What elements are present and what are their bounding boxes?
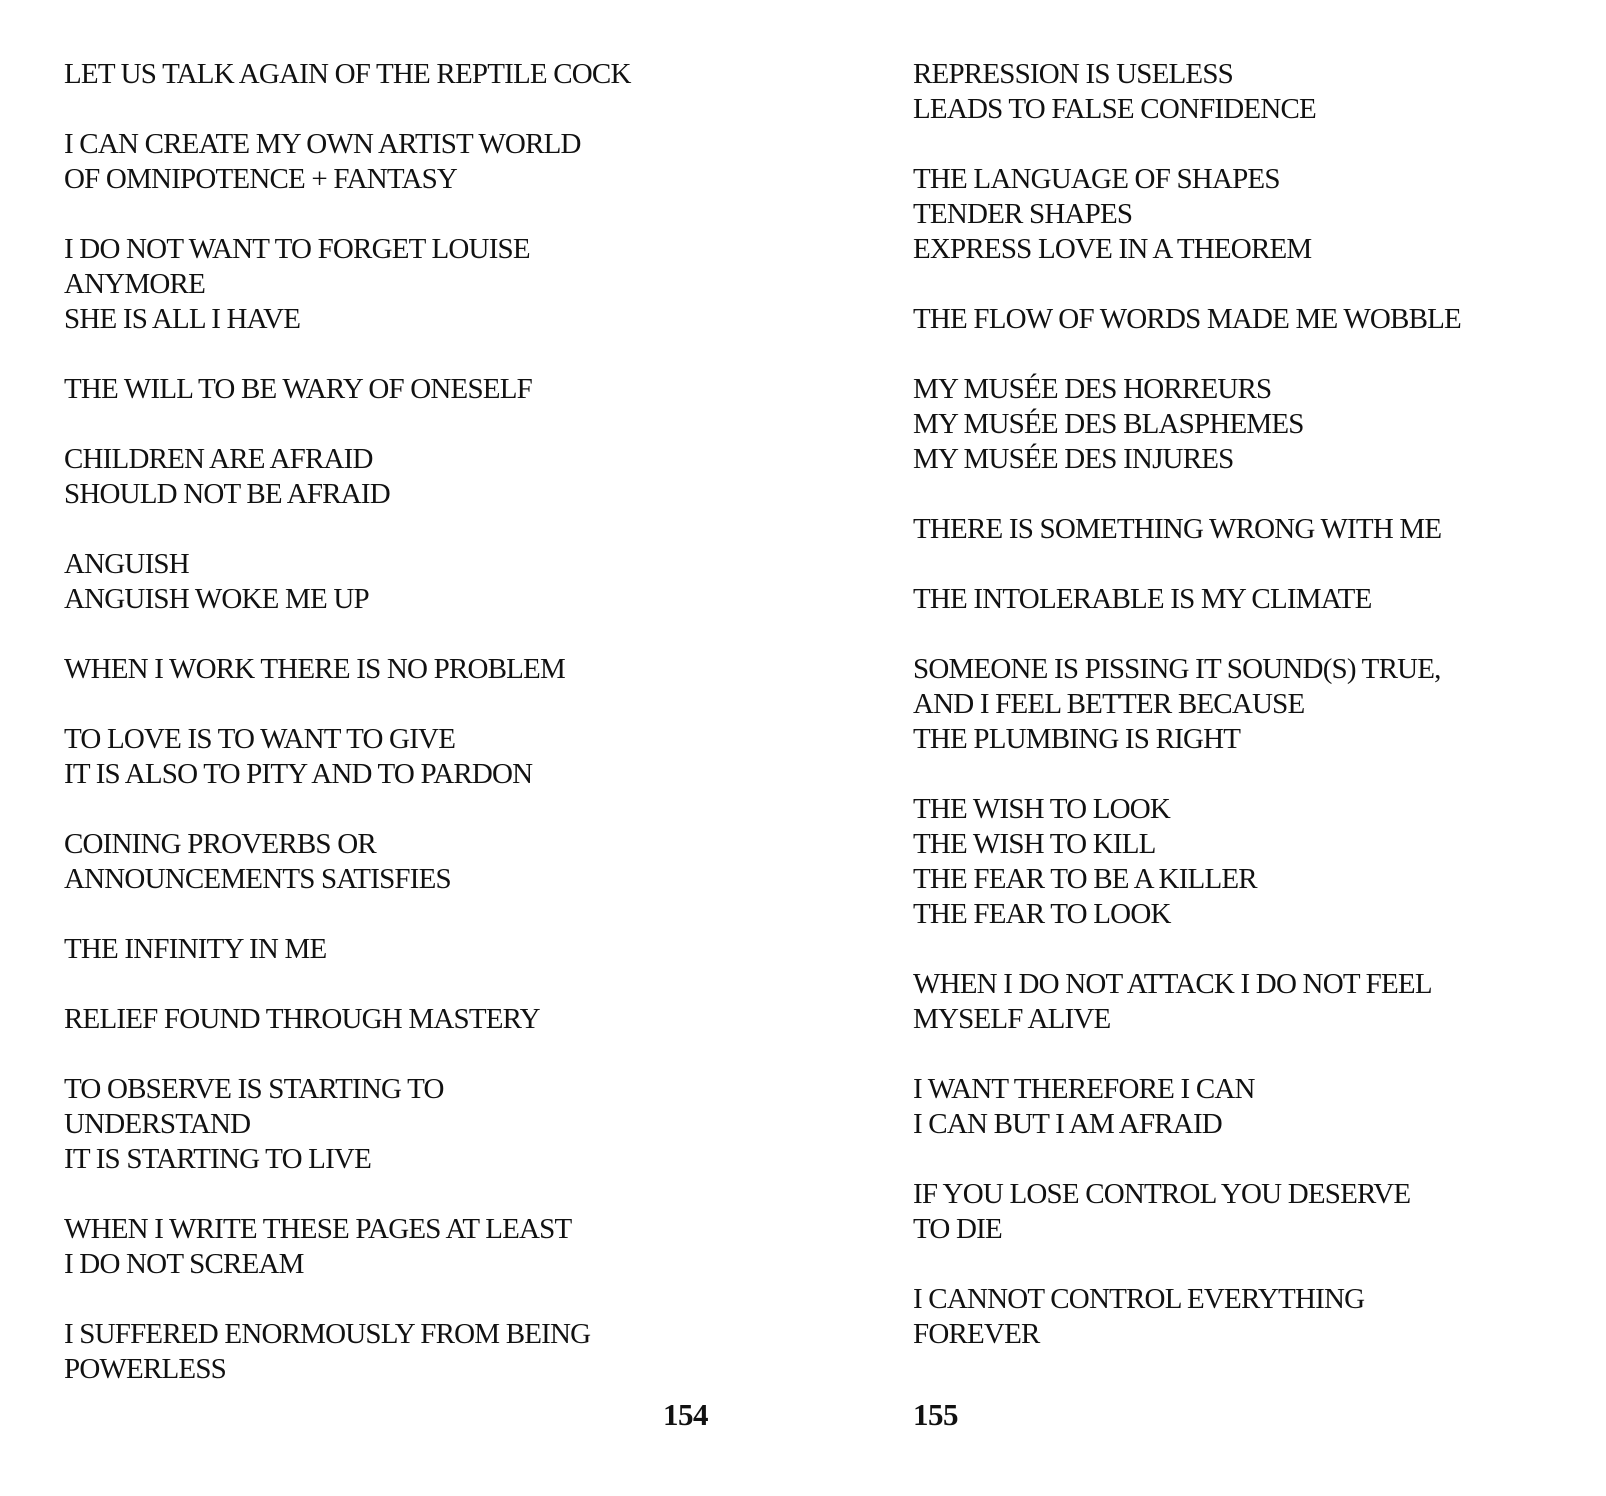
stanza	[913, 512, 1603, 547]
text-line: I WANT THEREFORE I CAN	[913, 1073, 1255, 1105]
text-line: THE INTOLERABLE IS MY CLIMATE	[913, 583, 1372, 615]
stanza	[913, 652, 1603, 757]
text-line: COINING PROVERBS OR	[64, 828, 376, 860]
stanza	[64, 57, 764, 92]
text-line: I DO NOT WANT TO FORGET LOUISE	[64, 233, 530, 265]
text-line: IF YOU LOSE CONTROL YOU DESERVE	[913, 1178, 1411, 1210]
text-line: WHEN I WORK THERE IS NO PROBLEM	[64, 653, 565, 685]
stanza	[64, 1212, 764, 1282]
stanza	[913, 967, 1603, 1037]
stanza	[913, 1282, 1603, 1352]
text-line: TENDER SHAPES	[913, 198, 1133, 230]
stanza	[64, 442, 764, 512]
text-line: UNDERSTAND	[64, 1108, 251, 1140]
text-line: MY MUSÉE DES BLASPHEMES	[913, 408, 1304, 440]
text-line: CHILDREN ARE AFRAID	[64, 443, 373, 475]
page-number-right: 155	[913, 1397, 958, 1432]
text-line: IT IS ALSO TO PITY AND TO PARDON	[64, 758, 533, 790]
text-line: I CAN BUT I AM AFRAID	[913, 1108, 1222, 1140]
text-line: ANYMORE	[64, 268, 206, 300]
text-line: AND I FEEL BETTER BECAUSE	[913, 688, 1305, 720]
text-line: I CANNOT CONTROL EVERYTHING	[913, 1283, 1365, 1315]
text-line: THE WILL TO BE WARY OF ONESELF	[64, 373, 532, 405]
text-line: THE WISH TO LOOK	[913, 793, 1171, 825]
right-page-text	[913, 57, 1603, 1387]
stanza	[913, 582, 1603, 617]
text-line: MY MUSÉE DES INJURES	[913, 443, 1234, 475]
text-line: TO OBSERVE IS STARTING TO	[64, 1073, 444, 1105]
text-line: LET US TALK AGAIN OF THE REPTILE COCK	[64, 58, 631, 90]
text-line: THE FLOW OF WORDS MADE ME WOBBLE	[913, 303, 1461, 335]
stanza	[913, 57, 1603, 127]
text-line: TO LOVE IS TO WANT TO GIVE	[64, 723, 456, 755]
text-line: THE PLUMBING IS RIGHT	[913, 723, 1241, 755]
stanza	[64, 722, 764, 792]
text-line: THERE IS SOMETHING WRONG WITH ME	[913, 513, 1442, 545]
text-line: EXPRESS LOVE IN A THEOREM	[913, 233, 1312, 265]
text-line: I DO NOT SCREAM	[64, 1248, 304, 1280]
stanza	[64, 127, 764, 197]
text-line: LEADS TO FALSE CONFIDENCE	[913, 93, 1316, 125]
text-line: SHE IS ALL I HAVE	[64, 303, 301, 335]
text-line: THE LANGUAGE OF SHAPES	[913, 163, 1280, 195]
text-line: ANNOUNCEMENTS SATISFIES	[64, 863, 451, 895]
text-line: ANGUISH WOKE ME UP	[64, 583, 369, 615]
stanza	[64, 232, 764, 337]
stanza	[913, 1072, 1603, 1142]
text-line: I CAN CREATE MY OWN ARTIST WORLD	[64, 128, 581, 160]
text-line: FOREVER	[913, 1318, 1040, 1350]
stanza	[64, 932, 764, 967]
text-line: MYSELF ALIVE	[913, 1003, 1111, 1035]
stanza	[64, 827, 764, 897]
page-number-left: 154	[663, 1397, 708, 1432]
text-line: THE INFINITY IN ME	[64, 933, 327, 965]
stanza	[913, 372, 1603, 477]
text-line: IT IS STARTING TO LIVE	[64, 1143, 371, 1175]
text-line: WHEN I DO NOT ATTACK I DO NOT FEEL	[913, 968, 1432, 1000]
text-line: RELIEF FOUND THROUGH MASTERY	[64, 1003, 540, 1035]
stanza	[64, 1002, 764, 1037]
text-line: THE FEAR TO BE A KILLER	[913, 863, 1257, 895]
text-line: SOMEONE IS PISSING IT SOUND(S) TRUE,	[913, 653, 1441, 685]
stanza	[913, 792, 1603, 932]
text-line: POWERLESS	[64, 1353, 226, 1385]
stanza	[64, 1072, 764, 1177]
text-line: WHEN I WRITE THESE PAGES AT LEAST	[64, 1213, 572, 1245]
text-line: TO DIE	[913, 1213, 1002, 1245]
stanza	[64, 547, 764, 617]
text-line: REPRESSION IS USELESS	[913, 58, 1233, 90]
stanza	[64, 652, 764, 687]
text-line: I SUFFERED ENORMOUSLY FROM BEING	[64, 1318, 591, 1350]
text-line: SHOULD NOT BE AFRAID	[64, 478, 390, 510]
stanza	[913, 1177, 1603, 1247]
stanza	[913, 162, 1603, 267]
stanza	[64, 1317, 764, 1387]
left-page-text	[64, 57, 764, 1422]
right-page	[803, 0, 1606, 1496]
text-line: ANGUISH	[64, 548, 189, 580]
stanza	[913, 302, 1603, 337]
text-line: THE FEAR TO LOOK	[913, 898, 1171, 930]
text-line: OF OMNIPOTENCE + FANTASY	[64, 163, 458, 195]
text-line: THE WISH TO KILL	[913, 828, 1156, 860]
text-line: MY MUSÉE DES HORREURS	[913, 373, 1272, 405]
stanza	[64, 372, 764, 407]
